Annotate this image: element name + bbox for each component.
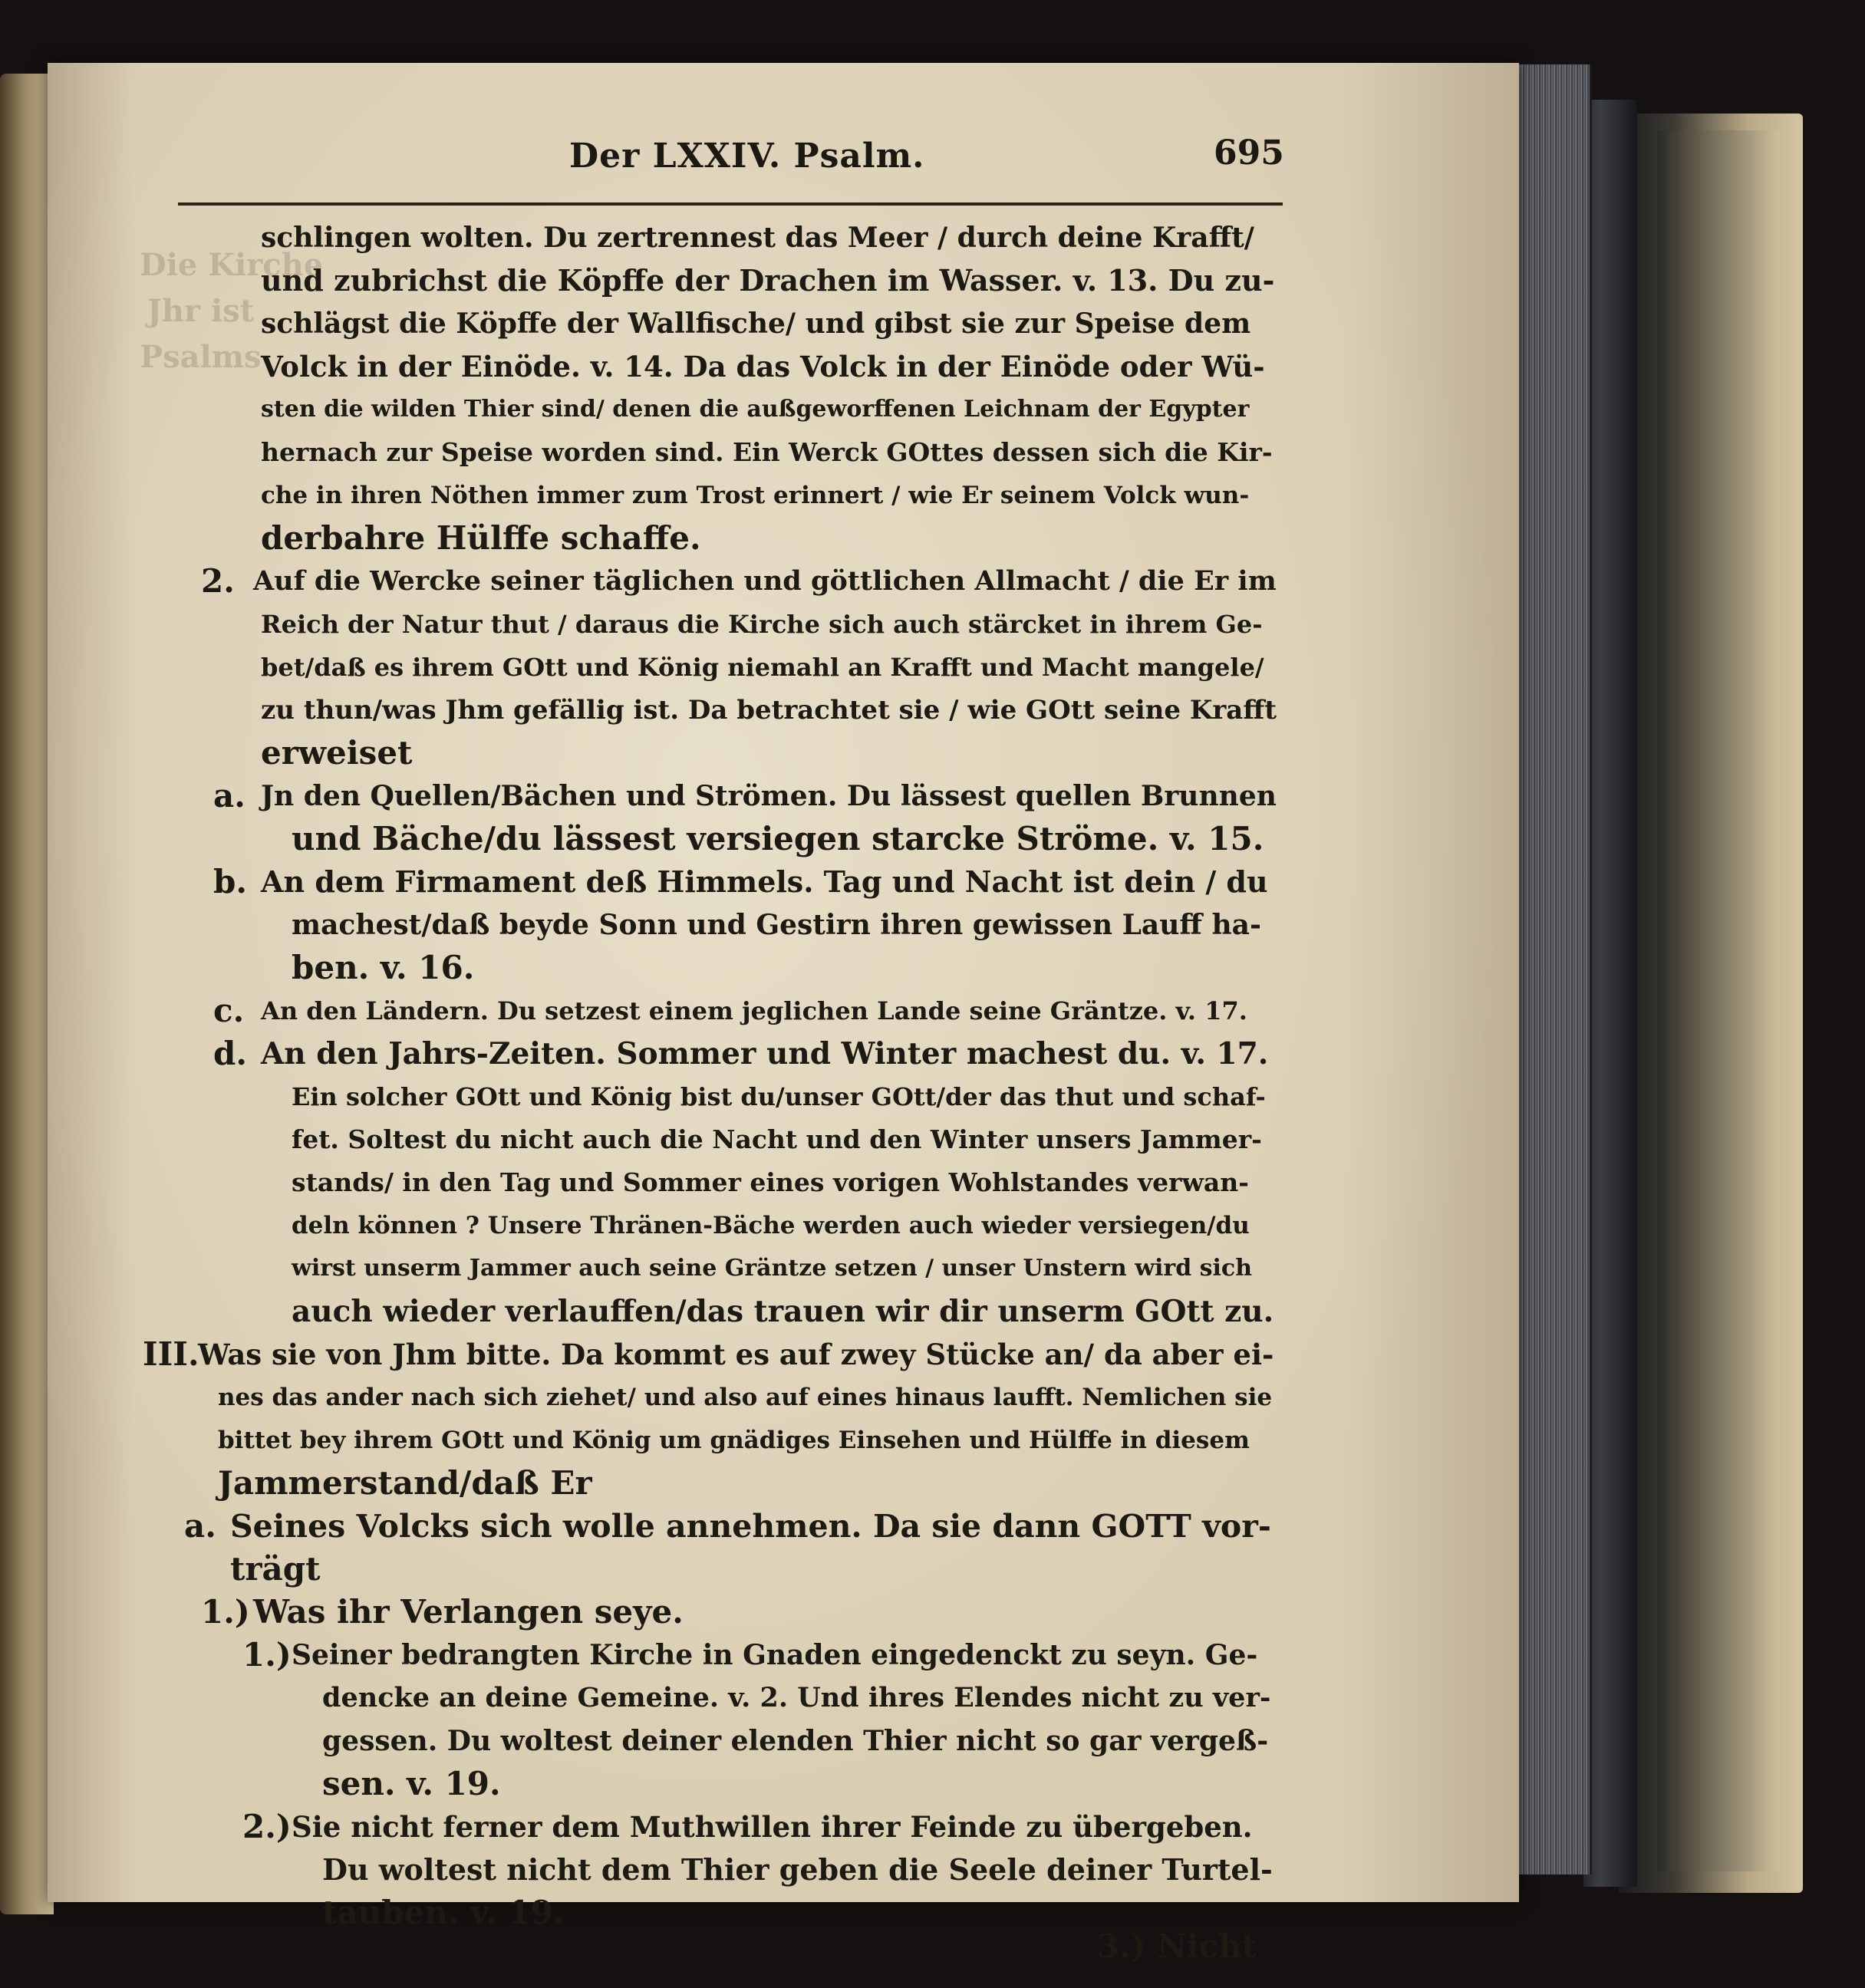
text-line: tauben. v. 19.: [322, 1894, 565, 1931]
text-line: hernach zur Speise worden sind. Ein Werck GOttes dessen sich die Kir-: [261, 437, 1273, 467]
list-marker: b.: [213, 863, 247, 900]
list-marker: c.: [213, 992, 245, 1029]
catchword: 3.) Nicht: [1097, 1927, 1257, 1965]
left-page-edge: [0, 74, 54, 1914]
text-line: gessen. Du woltest deiner elenden Thier nicht so gar vergeß-: [322, 1725, 1269, 1757]
text-line: An den Ländern. Du setzest einem jeglichen Lande seine Gräntze. v. 17.: [261, 996, 1247, 1025]
book-cover-inner: [1657, 130, 1780, 1871]
header-rule: [178, 202, 1283, 206]
section-marker: III.: [143, 1335, 199, 1373]
text-line: dencke an deine Gemeine. v. 2. Und ihres Elendes nicht zu ver-: [322, 1682, 1271, 1713]
text-line: Jn den Quellen/Bächen und Strömen. Du lässest quellen Brunnen: [261, 780, 1277, 812]
text-line: Volck in der Einöde. v. 14. Da das Volck in der Einöde oder Wü-: [261, 350, 1265, 383]
text-line: Seiner bedrangten Kirche in Gnaden eingedenckt zu seyn. Ge-: [292, 1639, 1258, 1671]
text-line: auch wieder verlauffen/das trauen wir dir unserm GOtt zu.: [292, 1294, 1274, 1329]
text-line: bet/daß es ihrem GOtt und König niemahl an Krafft und Macht mangele/: [261, 653, 1264, 682]
text-line: schlägst die Köpffe der Wallfische/ und gibst sie zur Speise dem: [261, 308, 1251, 340]
text-line: machest/daß beyde Sonn und Gestirn ihren gewissen Lauff ha-: [292, 909, 1261, 941]
text-line: Ein solcher GOtt und König bist du/unser GOtt/der das thut und schaf-: [292, 1082, 1266, 1111]
text-line: che in ihren Nöthen immer zum Trost erinnert / wie Er seinem Volck wun-: [261, 482, 1250, 509]
text-line: bittet bey ihrem GOtt und König um gnädiges Einsehen und Hülffe in diesem: [218, 1427, 1250, 1454]
text-line: nes das ander nach sich ziehet/ und also auf eines hinaus laufft. Nemlichen sie: [218, 1384, 1273, 1411]
text-line: Du woltest nicht dem Thier geben die Seele deiner Turtel-: [322, 1852, 1273, 1887]
text-line: An den Jahrs-Zeiten. Sommer und Winter machest du. v. 17.: [261, 1036, 1269, 1071]
list-marker: d.: [213, 1035, 247, 1072]
list-marker: 2.): [242, 1808, 292, 1845]
text-line: fet. Soltest du nicht auch die Nacht und den Winter unsers Jammer-: [292, 1124, 1262, 1154]
text-line: wirst unserm Jammer auch seine Gräntze setzen / unser Unstern wird sich: [292, 1255, 1253, 1282]
running-head-title: Der LXXIV. Psalm.: [569, 137, 925, 176]
list-marker: a.: [213, 777, 245, 815]
list-marker: 1.): [201, 1593, 250, 1631]
text-line: zu thun/was Jhm gefällig ist. Da betrachtet sie / wie GOtt seine Krafft: [261, 695, 1277, 726]
page-number: 695: [1214, 133, 1284, 173]
list-marker: a.: [184, 1507, 216, 1545]
text-line: sten die wilden Thier sind/ denen die außgeworffenen Leichnam der Egypter: [261, 396, 1250, 423]
text-line: und zubrichst die Köpffe der Drachen im Wasser. v. 13. Du zu-: [261, 263, 1275, 298]
show-through-text: Jhr ist: [147, 293, 255, 329]
text-line: erweiset: [261, 734, 413, 772]
list-marker: 1.): [242, 1636, 292, 1674]
text-line: Reich der Natur thut / daraus die Kirche sich auch stärcket in ihrem Ge-: [261, 610, 1263, 639]
text-line: ben. v. 16.: [292, 949, 475, 986]
text-line: Auf die Wercke seiner täglichen und göttlichen Allmacht / die Er im: [253, 565, 1277, 597]
text-line: Sie nicht ferner dem Muthwillen ihrer Feinde zu übergeben.: [292, 1810, 1253, 1844]
text-line: Was ihr Verlangen seye.: [253, 1593, 684, 1631]
text-line: und Bäche/du lässest versiegen starcke Ströme. v. 15.: [292, 820, 1264, 857]
text-line: trägt: [230, 1550, 321, 1588]
text-line: Was sie von Jhm bitte. Da kommt es auf zwey Stücke an/ da aber ei-: [198, 1338, 1274, 1371]
list-marker: 2.: [201, 562, 235, 600]
text-line: schlingen wolten. Du zertrennest das Meer / durch deine Krafft/: [261, 222, 1254, 254]
text-line: stands/ in den Tag und Sommer eines vorigen Wohlstandes verwan-: [292, 1167, 1249, 1197]
text-line: derbahre Hülffe schaffe.: [261, 519, 701, 557]
text-line: Jammerstand/daß Er: [218, 1464, 592, 1502]
text-line: deln können ? Unsere Thränen-Bäche werden auch wieder versiegen/du: [292, 1212, 1250, 1239]
show-through-text: Die Kirche: [140, 247, 324, 283]
show-through-text: Psalms: [140, 339, 262, 375]
text-line: sen. v. 19.: [322, 1765, 501, 1802]
text-line: Seines Volcks sich wolle annehmen. Da sie dann GOTT vor-: [230, 1508, 1271, 1545]
text-line: An dem Firmament deß Himmels. Tag und Nacht ist dein / du: [261, 864, 1268, 899]
